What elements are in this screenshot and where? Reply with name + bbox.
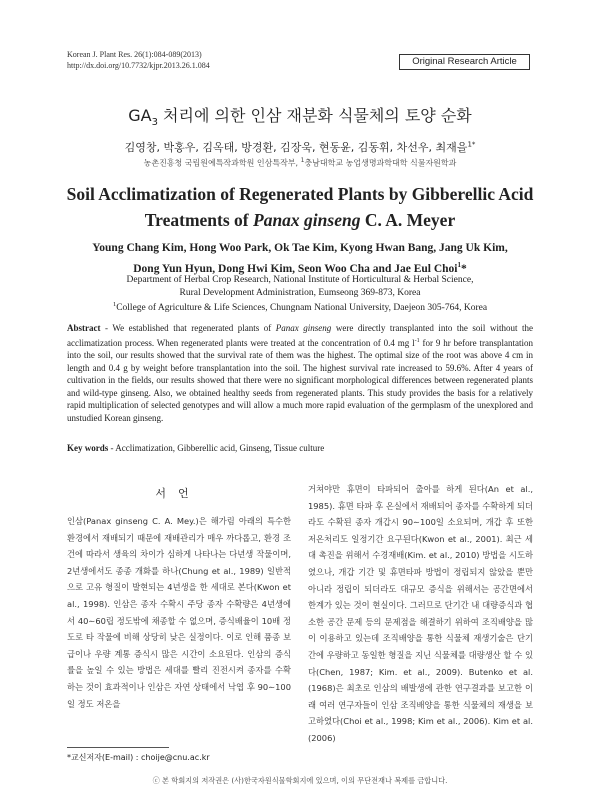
korean-authors — [0, 139, 600, 155]
korean-affiliation-b: 충남대학교 농업생명과학대학 식물자원학과 — [304, 158, 457, 168]
body-left-column — [67, 513, 291, 712]
korean-affiliation-mark: 1 — [300, 157, 305, 164]
abstract-species: Panax ginseng — [275, 323, 332, 333]
korean-title-sub: 3 — [151, 117, 158, 129]
english-authors-mark: 1 — [457, 261, 461, 269]
correspondence-label: *교신저자(E-mail) — [67, 753, 134, 762]
footnote-divider — [67, 747, 169, 748]
korean-title — [0, 103, 600, 128]
english-authors-line1: Young Chang Kim, Hong Woo Park, Ok Tae Kim, Kyong Hwan Bang, Jang Uk Kim, — [92, 242, 508, 254]
keywords-label: Key words — [67, 443, 109, 453]
abstract-label: Abstract — [67, 323, 101, 333]
english-title-line1: Soil Acclimatization of Regenerated Plants by Gibberellic Acid — [66, 184, 534, 204]
correspondence — [67, 752, 297, 763]
journal-line: Korean J. Plant Res. 26(1):084-089(2013) — [67, 50, 202, 59]
section-heading: 서언 — [155, 487, 201, 500]
korean-affiliation-a: 농촌진흥청 국립원예특작과학원 인삼특작부, — [143, 158, 301, 168]
body-right-paragraph: 거쳐야만 휴면이 타파되어 출아를 하게 된다(An et al., 1985). 휴면 타파 후 온실에서 재배되어 종자를 수확하게 되더라도 수확된 종자 개갑시 90∼100일 소요되며, 개갑 후 또한 저온처리도 일정기간 요구된다(Kwon et al., 2001). 최근 세대 촉진을 위해서 수경재배(Kim. et al., 2010) 방법을 시도하였으나, 개갑 기간 및 휴면타파 방법이 정립되지 않았을 뿐만 아니라 정립이 되더라도 대규모 증식을 위해서는 공간면에서 한계가 있는 것이 현실이다. 그러므로 단기간 내 대량증식과 협소한 공간 문제 등의 문제점을 해결하기 위하여 조직배양을 많이 이용하고 있는데 조직배양을 통한 식물체 재생기술은 단기간에 우량하고 동일한 형질을 지닌 식물체를 대량생산 할 수 있다(Chen, 1987; Kim. et al., 2009). Butenko et al.(1968)은 최초로 인삼의 배발생에 관한 연구결과를 보고한 이래 여러 연구자들이 인삼 조직배양을 통한 식물체의 재생을 보고하였다(Choi et al., 1998; Kim et al., 2006). Kim et al.(2006) — [308, 484, 533, 743]
keywords — [67, 443, 533, 453]
english-affil-line2: Rural Development Administration, Eumseong 369-873, Korea — [179, 287, 421, 298]
abstract-text-2: were directly transplanted into the soil without the acclimatization process. When regenerated plants were treated at the concentration of 0.4 mg l — [67, 323, 533, 348]
article-type-badge: Original Research Article — [399, 54, 530, 70]
body-right-column — [308, 481, 533, 747]
korean-title-rest: 처리에 의한 인삼 재분화 식물체의 토양 순화 — [157, 106, 472, 125]
english-authors-star: * — [460, 262, 467, 275]
english-title-line2-a: Treatments of — [144, 210, 253, 230]
english-affil-mark: 1 — [112, 301, 117, 308]
english-title-line2-b: C. A. Meyer — [360, 210, 456, 230]
abstract — [67, 322, 533, 424]
english-affil-line3: College of Agriculture & Life Sciences, Chungnam National University, Daejeon 305-764, Korea — [116, 303, 488, 314]
correspondence-email[interactable]: : choije@cnu.ac.kr — [133, 753, 210, 762]
korean-authors-mark: 1* — [467, 140, 476, 149]
english-authors-line2-text: Dong Yun Hyun, Dong Hwi Kim, Seon Woo Cha and Jae Eul Choi — [133, 262, 458, 275]
abstract-text-3: for 9 hr before transplantation into the soil, our results showed that the survival rate of them was the highest. The optimal size of the root was above 4 cm in length and 0.4 g by weight before transplantation into the soil. The highest survival rate increased to 59.6%. After 4 years of cultivation in the fields, our results showed that there were no significant morphological differences between regenerated plants and wild-type ginseng. Also, we obtained healthy seeds from regenerated plants. This study provides the basis for a relatively rapid multiplication of selected genotypes and will allow a much more rapid evaluation of the germplasm of the unexplored and unstudied Korean ginseng. — [67, 337, 533, 423]
doi-link[interactable]: http://dx.doi.org/10.7732/kjpr.2013.26.1.084 — [67, 61, 210, 70]
abstract-text-1: - We established that regenerated plants of — [100, 323, 276, 333]
korean-affiliation — [0, 157, 600, 169]
korean-authors-list: 김영창, 박홍우, 김옥태, 방경환, 김장욱, 현동윤, 김동휘, 차선우, 최재을 — [124, 141, 468, 154]
journal-citation — [67, 49, 210, 71]
english-authors — [60, 240, 540, 278]
copyright-footer: ⓒ 본 학회지의 저작권은 (사)한국자원식물학회지에 있으며, 이의 무단전재나 복제를 금합니다. — [152, 776, 448, 785]
english-affil-line1: Department of Herbal Crop Research, National Institute of Horticultural & Herbal Science, — [126, 275, 474, 285]
english-affiliation — [60, 274, 540, 315]
english-title-line2 — [60, 207, 540, 233]
body-left-paragraph: 인삼(Panax ginseng C. A. Mey.)은 해가림 아래의 특수한 환경에서 재배되기 때문에 재배관리가 매우 까다롭고, 환경 조건에 따라서 생육의 차이가 심하게 나타나는 다년생 작물이며, 2년생에서도 종종 개화를 하나(Chung et al., 1989) 일반적으로 고유 형질이 발현되는 4년생을 한 세대로 본다(Kwon et al., 1998). 인삼은 종자 수확시 주당 종자 수확량은 4년생에서 40∼60립 정도밖에 채종할 수 없으며, 증식배율이 10배 정도로 타 작물에 비해 상당히 낮은 실정이다. 이로 인해 품종 보급이나 우량 계통 증식시 많은 시간이 소요된다. 인삼의 증식률을 높일 수 있는 방법은 세대를 빨리 진전시켜 종자를 수확하는 것이 효과적이나 인삼은 자연 상태에서 낙엽 후 90∼100일 정도 저온을 — [67, 516, 291, 709]
english-affil-line3-wrap — [60, 299, 540, 315]
english-title — [60, 181, 540, 233]
korean-title-ga: GA — [128, 106, 152, 125]
abstract-sup: -1 — [414, 337, 420, 344]
english-title-species: Panax ginseng — [253, 210, 361, 230]
keywords-text: - Acclimatization, Gibberellic acid, Ginseng, Tissue culture — [108, 443, 325, 453]
